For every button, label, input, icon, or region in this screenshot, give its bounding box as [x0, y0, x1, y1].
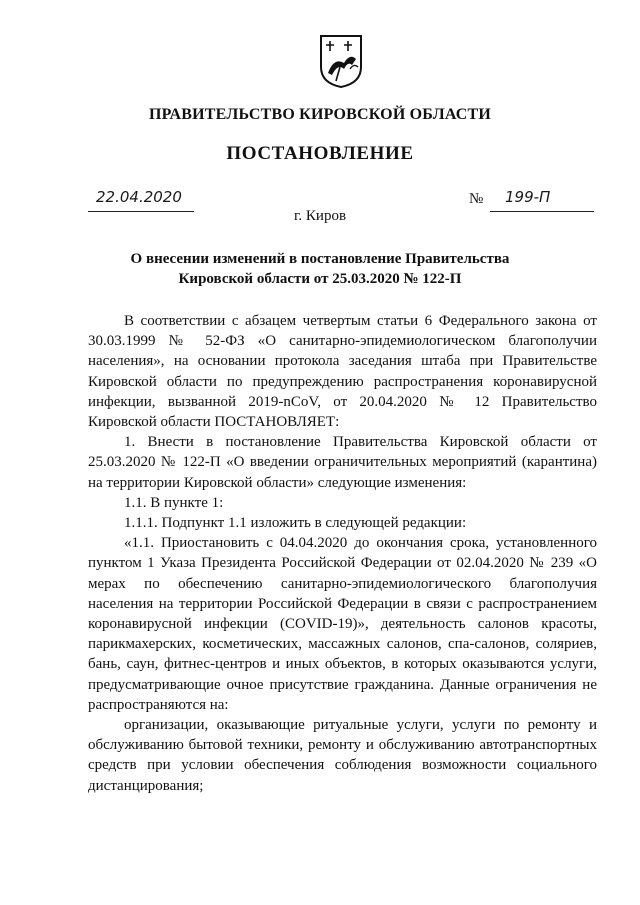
document-date: 22.04.2020	[96, 188, 182, 206]
paragraph-item-1: 1. Внести в постановление Правительства Кировской области от 25.03.2020 № 122-П «О введении ограничительных мероприятий (карантина) на территории Кировской области» следующие изменения:	[88, 434, 597, 491]
subject-line-1: О внесении изменений в постановление Правительства	[130, 251, 510, 267]
city: г. Киров	[293, 208, 347, 224]
paragraph-item-1-1: 1.1. В пункте 1:	[124, 494, 224, 511]
paragraph-item-1-1-1: 1.1.1. Подпункт 1.1 изложить в следующей редакции:	[124, 515, 467, 532]
number-label: №	[469, 191, 484, 207]
document-type: ПОСТАНОВЛЕНИЕ	[226, 143, 414, 164]
paragraph-new-wording: «1.1. Приостановить с 04.04.2020 до окончания срока, установленного пунктом 1 Указа Президента Российской Федерации от 02.04.2020 № 239 «О мерах по обеспечению санитарно-эпидемиологического благополучия населения на территории Российской Федерации в связи с распространением коронавирусной инфекции (COVID-19)», деятельность салонов красоты, парикмахерских, косметических, массажных салонов, спа-салонов, соляриев, бань, саун, фитнес-центров и иных объектов, в которых оказываются услуги, предусматривающие очное присутствие гражданина. Данные ограничения не распространяются на:	[88, 535, 597, 713]
document-subject	[100, 249, 540, 289]
document-body	[88, 311, 597, 796]
document-number: 199-П	[505, 188, 551, 206]
coat-of-arms-icon	[318, 33, 364, 89]
government-title: ПРАВИТЕЛЬСТВО КИРОВСКОЙ ОБЛАСТИ	[148, 106, 492, 123]
subject-line-2: Кировской области от 25.03.2020 № 122-П	[178, 271, 462, 287]
paragraph-exceptions: организации, оказывающие ритуальные услуги, услуги по ремонту и обслуживанию бытовой техники, ремонту и обслуживанию автотранспортных средств при условии обеспечения соблюдения возможности социального дистанцирования;	[88, 717, 597, 794]
paragraph-preamble: В соответствии с абзацем четвертым статьи 6 Федерального закона от 30.03.1999 № 52-ФЗ «О санитарно-эпидемиологическом благополучии населения», на основании протокола заседания штаба при Правительстве Кировской области по предупреждению распространения коронавирусной инфекции, вызванной 2019-nCoV, от 20.04.2020 № 12 Правительство Кировской области ПОСТАНОВЛЯЕТ:	[88, 313, 597, 431]
